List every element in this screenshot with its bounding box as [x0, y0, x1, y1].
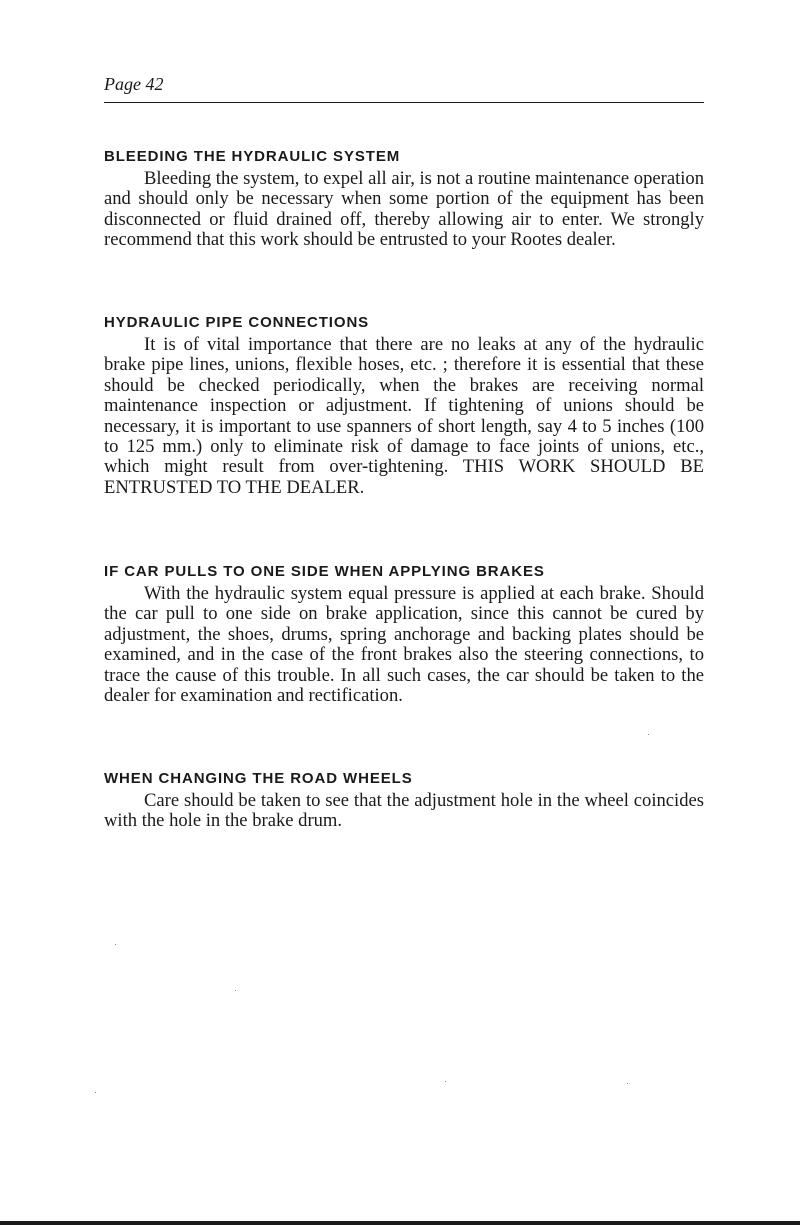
scan-speck: [648, 734, 649, 735]
section-body: It is of vital importance that there are no leaks at any of the hydraulic brake pipe lines, unions, flexible hoses, etc. ; therefore it is essential that these should be checked periodically, when the brakes are receiving normal maintenance inspection or adjustment. If tightening of unions should be necessary, it is important to use spanners of short length, say 4 to 5 inches (100 to 125 mm.) only to eliminate risk of damage to face joints of unions, etc., which might result from over-tightening. THIS WORK SHOULD BE ENTRUSTED TO THE DEALER.: [104, 334, 704, 498]
page-header: [104, 74, 704, 103]
section-changing-road-wheels: [104, 769, 704, 832]
scan-speck: [115, 944, 116, 945]
section-car-pulls-to-one-side: [104, 562, 704, 706]
scan-speck: [95, 1092, 96, 1093]
section-bleeding-hydraulic-system: [104, 147, 704, 251]
section-body: Care should be taken to see that the adjustment hole in the wheel coincides with the hole in the brake drum.: [104, 790, 704, 832]
section-hydraulic-pipe-connections: [104, 313, 704, 498]
scan-bottom-edge: [0, 1221, 800, 1225]
scan-speck: [627, 1083, 628, 1084]
scan-speck: [445, 1081, 446, 1082]
section-heading: IF CAR PULLS TO ONE SIDE WHEN APPLYING BRAKES: [104, 563, 545, 580]
section-heading: HYDRAULIC PIPE CONNECTIONS: [104, 314, 370, 331]
section-body: Bleeding the system, to expel all air, is not a routine maintenance operation and should only be necessary when some portion of the equipment has been disconnected or fluid drained off, thereby allowing air to enter. We strongly recommend that this work should be entrusted to your Rootes dealer.: [104, 168, 705, 251]
page-number: Page 42: [104, 74, 164, 94]
section-body: With the hydraulic system equal pressure is applied at each brake. Should the car pull to one side on brake application, since this cannot be cured by adjustment, the shoes, drums, spring anchorage and backing plates should be examined, and in the case of the front brakes also the steering connections, to trace the cause of this trouble. In all such cases, the car should be taken to the dealer for examination and rectification.: [104, 583, 704, 707]
scan-speck: [235, 990, 236, 991]
section-heading: WHEN CHANGING THE ROAD WHEELS: [104, 770, 413, 787]
section-heading: BLEEDING THE HYDRAULIC SYSTEM: [104, 148, 401, 165]
